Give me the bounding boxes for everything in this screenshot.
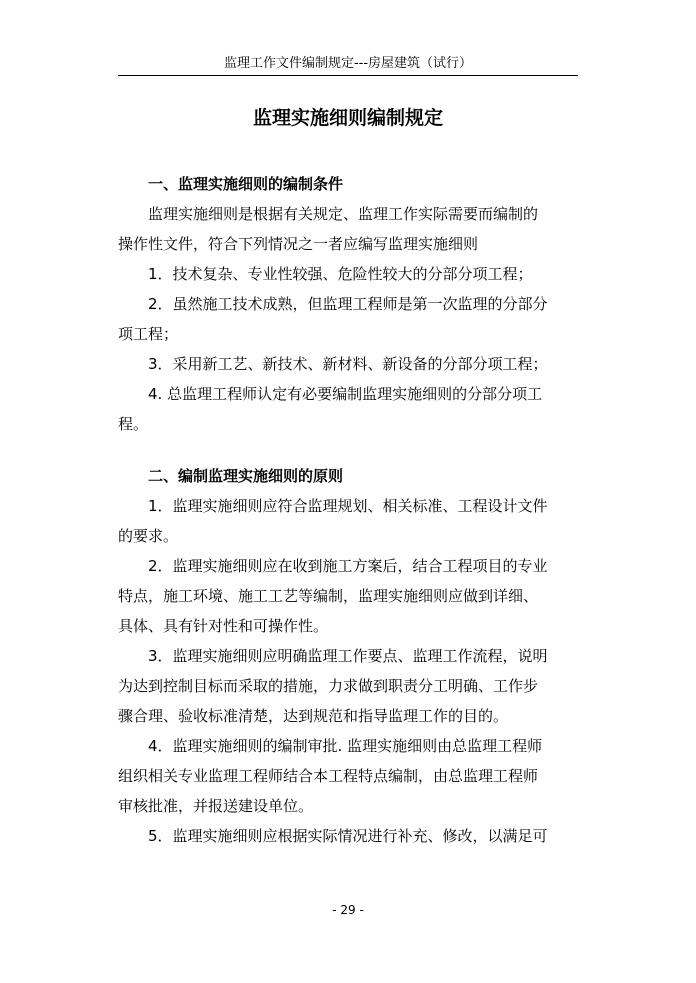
list-item-continuation: 特点，施工环境、施工工艺等编制，监理实施细则应做到详细、: [118, 587, 539, 605]
document-title: 监理实施细则编制规定: [252, 107, 443, 129]
list-item-continuation: 的要求。: [118, 527, 179, 545]
list-item-continuation: 程。: [118, 415, 149, 433]
list-item: 2．监理实施细则应在收到施工方案后，结合工程项目的专业: [148, 557, 548, 575]
list-item: 3．采用新工艺、新技术、新材料、新设备的分部分项工程；: [148, 355, 548, 373]
section-heading-editing-conditions: 一、监理实施细则的编制条件: [148, 175, 344, 193]
document-body: [118, 169, 578, 851]
list-item-continuation: 组织相关专业监理工程师结合本工程特点编制，由总监理工程师: [118, 767, 539, 785]
list-item: 1．技术复杂、专业性较强、危险性较大的分部分项工程；: [148, 265, 533, 283]
running-header: 监理工作文件编制规定---房屋建筑（试行）: [223, 56, 473, 71]
list-item: 5．监理实施细则应根据实际情况进行补充、修改，以满足可: [148, 827, 548, 845]
list-item-continuation: 为达到控制目标而采取的措施，力求做到职责分工明确、工作步: [118, 677, 539, 695]
list-item-continuation: 审核批准，并报送建设单位。: [118, 797, 314, 815]
list-item: 4．监理实施细则的编制审批. 监理实施细则由总监理工程师: [148, 737, 543, 755]
section-spacer: [118, 439, 578, 461]
list-item: 1．监理实施细则应符合监理规划、相关标准、工程设计文件: [148, 497, 548, 515]
paragraph-line: 监理实施细则是根据有关规定、监理工作实际需要而编制的: [148, 205, 539, 223]
list-item: 3．监理实施细则应明确监理工作要点、监理工作流程，说明: [148, 647, 548, 665]
section-heading-editing-principles: 二、编制监理实施细则的原则: [148, 467, 344, 485]
list-item-continuation: 具体、具有针对性和可操作性。: [118, 617, 329, 635]
page-number: - 29 -: [332, 903, 364, 917]
header-rule: [118, 75, 578, 76]
list-item: 2．虽然施工技术成熟，但监理工程师是第一次监理的分部分: [148, 295, 548, 313]
list-item-continuation: 项工程；: [118, 325, 179, 343]
list-item: 4. 总监理工程师认定有必要编制监理实施细则的分部分项工: [148, 385, 543, 403]
list-item-continuation: 骤合理、验收标准清楚，达到规范和指导监理工作的目的。: [118, 707, 509, 725]
paragraph-line: 操作性文件，符合下列情况之一者应编写监理实施细则: [118, 235, 479, 253]
